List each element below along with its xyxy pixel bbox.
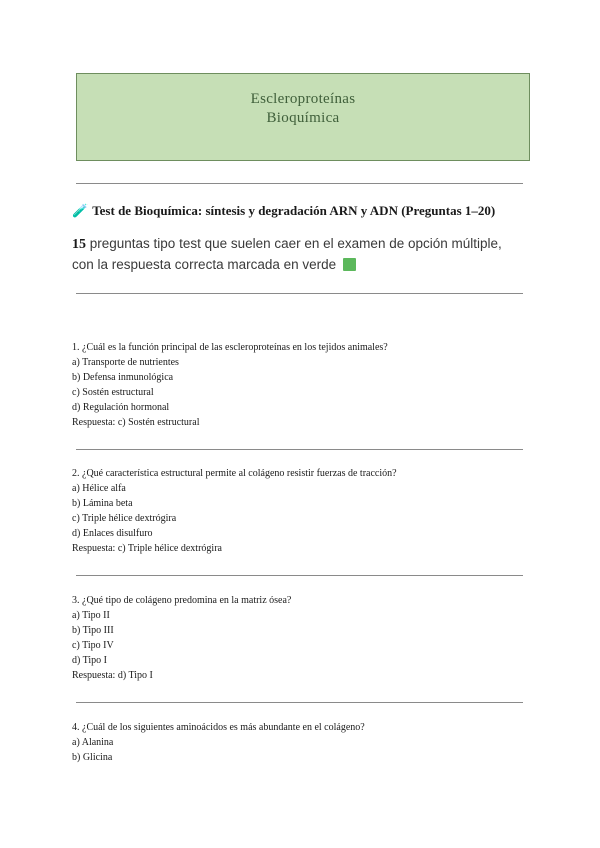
answer: Respuesta: d) Tipo I <box>72 670 153 681</box>
option: c) Sostén estructural <box>72 387 154 398</box>
option: a) Transporte de nutrientes <box>72 357 179 368</box>
green-square-icon <box>343 258 356 271</box>
document-title: Escleroproteínas <box>250 91 356 107</box>
header-box <box>76 73 530 161</box>
question-block <box>72 466 532 556</box>
intro-text: preguntas tipo test que suelen caer en el examen de opción múltiple, con la respuesta correcta marcada en verde <box>72 236 502 272</box>
option: a) Alanina <box>72 737 114 748</box>
option: d) Enlaces disulfuro <box>72 528 153 539</box>
option: b) Lámina beta <box>72 498 133 509</box>
test-title-text: Test de Bioquímica: síntesis y degradación ARN y ADN (Preguntas 1–20) <box>92 203 496 218</box>
divider <box>76 449 523 450</box>
document-subtitle: Bioquímica <box>266 110 340 126</box>
question-block <box>72 720 532 765</box>
question-text: 2. ¿Qué característica estructural permite al colágeno resistir fuerzas de tracción? <box>72 468 397 479</box>
option: a) Hélice alfa <box>72 483 126 494</box>
answer: Respuesta: c) Sostén estructural <box>72 417 200 428</box>
question-text: 1. ¿Cuál es la función principal de las escleroproteínas en los tejidos animales? <box>72 342 388 353</box>
question-block <box>72 340 532 430</box>
answer: Respuesta: c) Triple hélice dextrógira <box>72 543 222 554</box>
option: b) Defensa inmunológica <box>72 372 174 383</box>
divider <box>76 183 523 184</box>
divider <box>76 702 523 703</box>
test-title <box>72 203 495 219</box>
question-text: 3. ¿Qué tipo de colágeno predomina en la matriz ósea? <box>72 595 292 606</box>
option: b) Tipo III <box>72 625 114 636</box>
question-count: 15 <box>72 237 86 252</box>
divider <box>76 575 523 576</box>
option: c) Triple hélice dextrógira <box>72 513 177 524</box>
question-text: 4. ¿Cuál de los siguientes aminoácidos es más abundante en el colágeno? <box>72 722 365 733</box>
option: c) Tipo IV <box>72 640 114 651</box>
intro-paragraph <box>72 234 527 275</box>
divider <box>76 293 523 294</box>
question-block <box>72 593 532 683</box>
option: a) Tipo II <box>72 610 110 621</box>
option: d) Regulación hormonal <box>72 402 170 413</box>
option: b) Glicina <box>72 752 113 763</box>
test-tube-icon: 🧪 <box>72 203 89 218</box>
option: d) Tipo I <box>72 655 108 666</box>
